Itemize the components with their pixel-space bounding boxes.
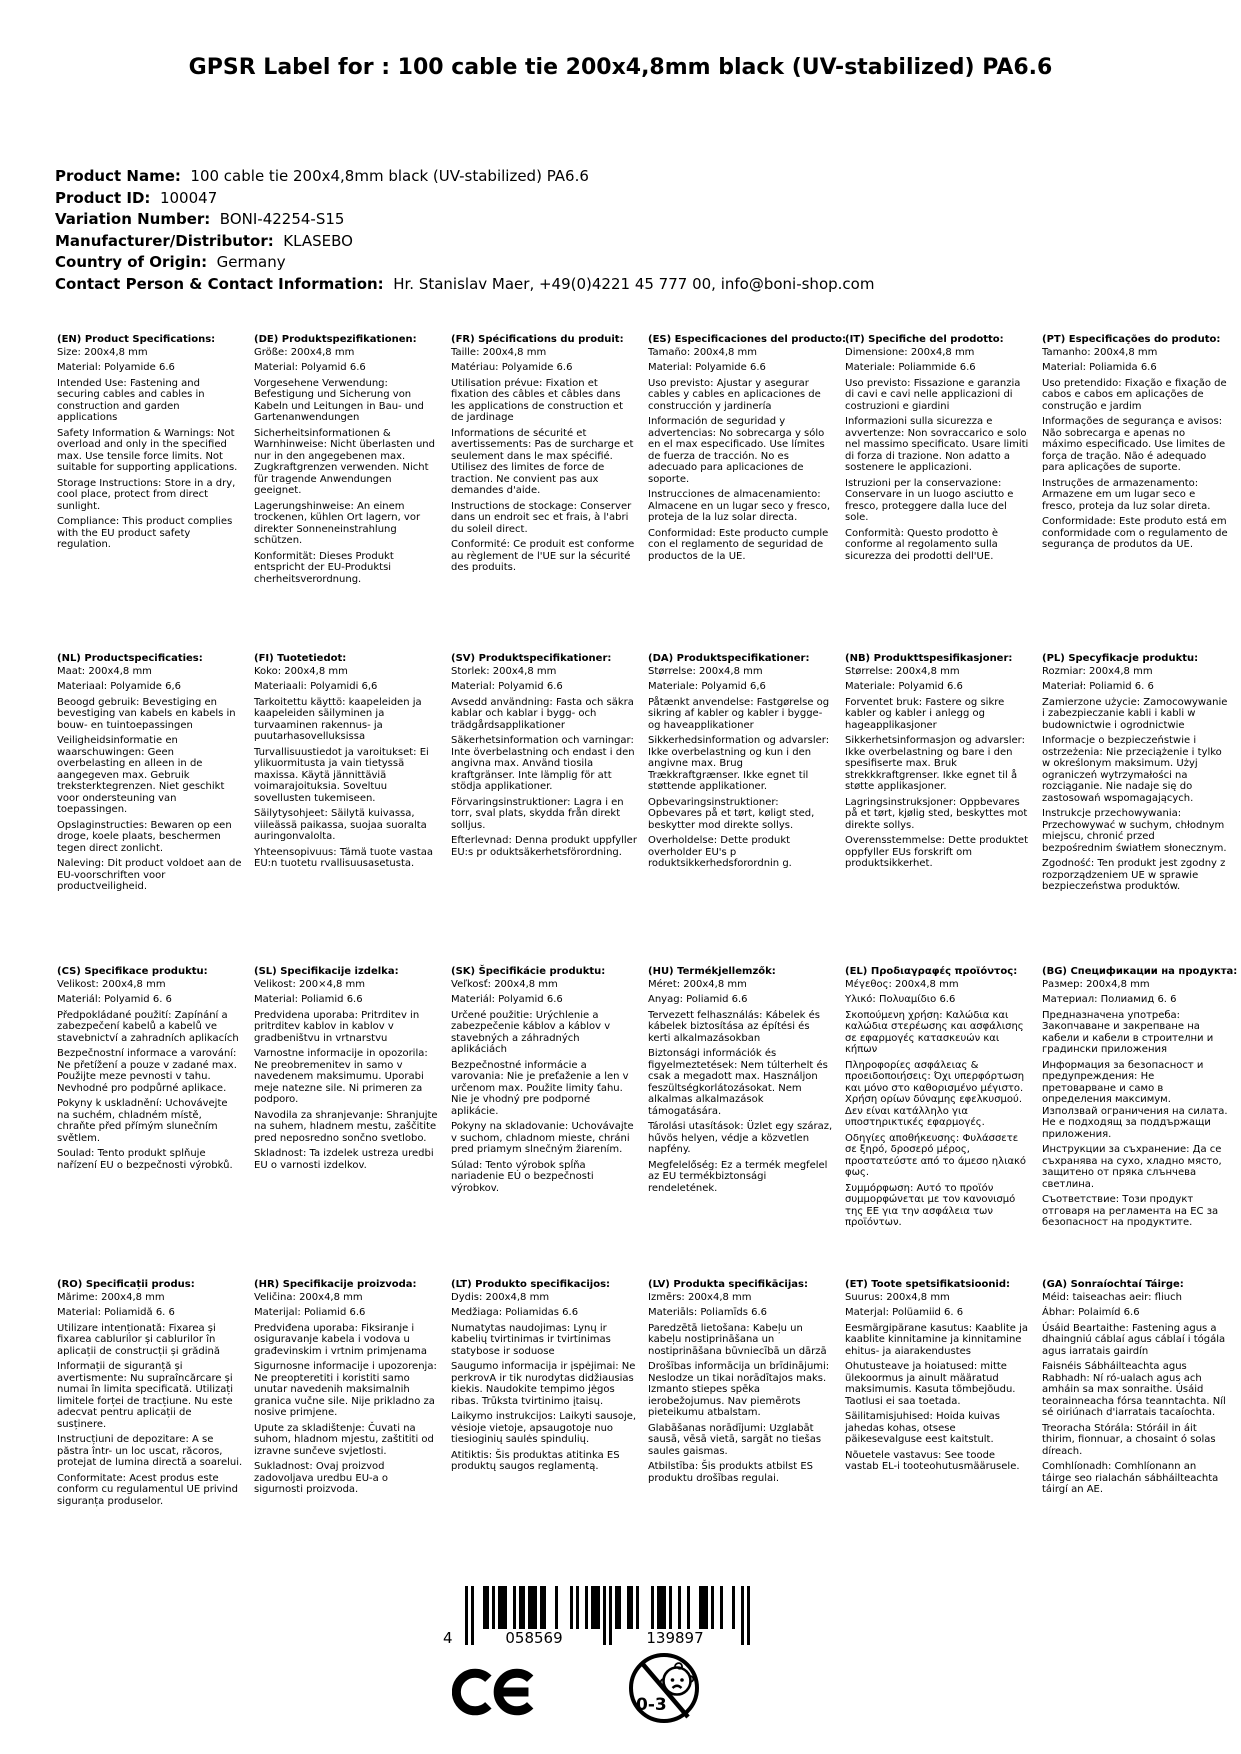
spec-block-da (648, 653, 834, 966)
spec-block-sl (254, 966, 440, 1279)
spec-paragraph: Инструкции за съхранение: Да се съхранява на сухо, хладно място, защитено от пряка слънчева светлина. (1042, 1144, 1222, 1190)
spec-paragraph: Uso previsto: Fissazione e garanzia di cavi e cavi nelle applicazioni di costruzioni e giardini (845, 377, 1021, 412)
page-title (0, 52, 1241, 84)
spec-paragraph: Predviđena uporaba: Fiksiranje i osiguravanje kabela i vodova u građevinskim i vrtnim primjenama (254, 1322, 428, 1357)
spec-paragraph: Materjal: Polüamiid 6. 6 (845, 1307, 964, 1318)
spec-heading: (RO) Specificații produs: (57, 1279, 195, 1290)
spec-paragraph: Treoracha Stórála: Stóráil in áit thirim, fionnuar, a chosaint ó solas díreach. (1042, 1422, 1216, 1457)
spec-paragraph: Rozmiar: 200x4,8 mm (1042, 665, 1153, 677)
spec-paragraph: Súlad: Tento výrobok spĺňa nariadenie EÚ o bezpečnosti výrobkov. (451, 1159, 594, 1194)
product-info-row (55, 209, 874, 231)
spec-paragraph: Určené použitie: Urýchlenie a zabezpečenie káblov a káblov v stavebných a záhradných aplikáciách (451, 1009, 611, 1055)
ean-barcode (441, 1586, 751, 1652)
spec-paragraph: Förvaringsinstruktioner: Lagra i en torr, sval plats, skydda från direkt solljus. (451, 796, 624, 831)
spec-paragraph: Conformità: Questo prodotto è conforme al regolamento sulla sicurezza dei prodotti dell'UE. (845, 527, 999, 562)
spec-heading: (PT) Especificações do produto: (1042, 334, 1221, 345)
spec-paragraph: Maat: 200x4,8 mm (57, 665, 152, 677)
product-info-row (55, 166, 874, 188)
spec-paragraph: Uso pretendido: Fixação e fixação de cabos e cabos em aplicações de construção e jardim (1042, 377, 1227, 412)
spec-paragraph: Material: Poliamida 6.6 (1042, 362, 1157, 373)
spec-paragraph: Efterlevnad: Denna produkt uppfyller EU:s pr oduktsäkerhetsförordning. (451, 835, 637, 858)
spec-paragraph: Material: Poliamid 6.6 (254, 994, 363, 1005)
spec-paragraph: Materijal: Poliamid 6.6 (254, 1307, 366, 1318)
product-info-value: 100 cable tie 200x4,8mm black (UV-stabilized) PA6.6 (180, 167, 589, 185)
spec-block-sk (451, 966, 637, 1279)
spec-heading: (NL) Productspecificaties: (57, 653, 203, 664)
spec-paragraph: Påtænkt anvendelse: Fastgørelse og sikring af kabler og kabler i bygge- og haveapplikationer (648, 696, 830, 731)
spec-paragraph: Yhteensopivuus: Tämä tuote vastaa EU:n tuotetu rvallisuusasetusta. (254, 846, 433, 869)
spec-paragraph: Laikymo instrukcijos: Laikyti sausoje, vėsioje vietoje, apsaugotoje nuo tiesioginių saulės spindulių. (451, 1411, 637, 1445)
spec-paragraph: Material: Poliamidă 6. 6 (57, 1307, 175, 1318)
spec-paragraph: Opslaginstructies: Bewaren op een droge, koele plaats, beschermen tegen direct zonlicht. (57, 819, 232, 854)
spec-paragraph: Material: Polyamid 6.6 (451, 681, 563, 692)
spec-block-fi (254, 653, 440, 966)
spec-heading: (GA) Sonraíochtaí Táirge: (1042, 1279, 1184, 1290)
barcode-digits-left: 058569 (505, 1629, 563, 1647)
product-info-value: Germany (207, 253, 286, 271)
page-title-text: GPSR Label for : 100 cable tie 200x4,8mm black (UV-stabilized) PA6.6 (188, 55, 1053, 80)
spec-paragraph: Οδηγίες αποθήκευσης: Φυλάσσετε σε ξηρό, δροσερό μέρος, προστατεύστε από το άμεσο ηλιακό φως. (845, 1132, 1027, 1178)
product-info-label: Contact Person & Contact Information: (55, 274, 384, 293)
spec-block-cs (57, 966, 243, 1279)
spec-paragraph: Material: Polyamide 6.6 (57, 362, 175, 373)
spec-paragraph: Zgodność: Ten produkt jest zgodny z rozporządzeniem UE w sprawie bezpieczeństwa produktów. (1042, 858, 1226, 892)
spec-paragraph: Lagerungshinweise: An einem trockenen, kühlen Ort lagern, vor direkter Sonneneinstrahlung schützen. (254, 500, 421, 546)
spec-block-pl (1042, 653, 1228, 966)
spec-paragraph: Megfelelőség: Ez a termék megfelel az EU termékbiztonsági rendeletének. (648, 1159, 828, 1194)
spec-heading: (LT) Produkto specifikacijos: (451, 1279, 611, 1290)
spec-paragraph: Größe: 200x4,8 mm (254, 346, 355, 358)
spec-paragraph: Suurus: 200x4,8 mm (845, 1291, 950, 1303)
spec-paragraph: Instrucciones de almacenamiento: Almacene en un lugar seco y fresco, proteja de la luz solar directa. (648, 489, 831, 523)
spec-block-ro (57, 1279, 243, 1511)
spec-paragraph: Bezpečnostné informácie a varovania: Nie je preťaženie a len v určenom max. Použite limity ťahu. Nie je vhodný pre podporné aplikácie. (451, 1059, 629, 1117)
spec-paragraph: Veiligheidsinformatie en waarschuwingen: Geen overbelasting en alleen in de aangegeven max. Gebruik treksterktegrenzen. Niet geschikt voor ondersteuning van toepassingen. (57, 735, 225, 815)
spec-paragraph: Mărime: 200x4,8 mm (57, 1291, 165, 1303)
spec-paragraph: Úsáid Beartaithe: Fastening agus a dhaingniú cáblaí agus cáblaí i tógála agus iarratais gairdín (1042, 1322, 1226, 1357)
spec-paragraph: Paredzētā lietošana: Kabeļu un kabeļu nostiprināšana un nostiprināšana būvniecībā un dārzā (648, 1322, 827, 1357)
product-info-value: BONI-42254-S15 (210, 210, 345, 228)
spec-paragraph: Conformité: Ce produit est conforme au règlement de l'UE sur la sécurité des produits. (451, 539, 635, 573)
spec-block-fr (451, 334, 637, 653)
spec-paragraph: Предназначена употреба: Закопчаване и закрепване на кабели и кабели в строителни и градински приложения (1042, 1009, 1214, 1055)
spec-paragraph: Съответствие: Този продукт отговаря на регламента на ЕС за безопасност на продуктите. (1042, 1194, 1219, 1228)
spec-paragraph: Overholdelse: Dette produkt overholder EU's p roduktsikkerhedsforordnin g. (648, 835, 792, 869)
spec-paragraph: Naleving: Dit product voldoet aan de EU-voorschriften voor productveiligheid. (57, 858, 242, 892)
age-warning-0-3-icon (626, 1650, 702, 1726)
spec-paragraph: Intended Use: Fastening and securing cables and cables in construction and garden applications (57, 377, 205, 423)
spec-heading: (BG) Спецификации на продукта: (1042, 966, 1238, 977)
spec-paragraph: Материал: Полиамид 6. 6 (1042, 994, 1177, 1005)
spec-paragraph: Taille: 200x4,8 mm (451, 346, 547, 358)
spec-paragraph: Bezpečnostní informace a varování: Ne přetížení a pouze v zadané max. Použijte meze pevnosti v tahu. Nevhodné pro podpůrné aplikace. (57, 1048, 237, 1094)
spec-paragraph: Koko: 200x4,8 mm (254, 665, 348, 677)
spec-heading: (ET) Toote spetsifikatsioonid: (845, 1279, 1011, 1290)
spec-paragraph: Informations de sécurité et avertissements: Pas de surcharge et seulement dans le max spécifié. Utilisez des limites de force de traction. Ne convient pas aux demandes d'aide. (451, 427, 634, 496)
spec-paragraph: Säilitamisjuhised: Hoida kuivas jahedas kohas, otsese päikesevalguse eest kaitstult. (845, 1411, 1001, 1445)
spec-block-de (254, 334, 440, 653)
spec-paragraph: Numatytas naudojimas: Lynų ir kabelių tvirtinimas ir tvirtinimas statybose ir soduose (451, 1322, 611, 1357)
spec-paragraph: Pokyny k uskladnění: Uchovávejte na suchém, chladném místě, chraňte před přímým slunečním světlem. (57, 1098, 228, 1144)
spec-heading: (LV) Produkta specifikācijas: (648, 1279, 808, 1290)
spec-paragraph: Velikost: 200×4,8 mm (254, 978, 366, 990)
spec-paragraph: Ohutusteave ja hoiatused: mitte ülekoormus ja ainult määratud maksimumis. Kasuta tõmbejõudu. Taotlusi ei saa toetada. (845, 1361, 1016, 1407)
spec-paragraph: Sigurnosne informacije i upozorenja: Ne preopteretiti i koristiti samo unutar navedenih maksimalnih granica vučne sile. Nije prikladno za nosive primjene. (254, 1361, 437, 1418)
spec-paragraph: Säkerhetsinformation och varningar: Inte överbelastning och endast i den angivna max. Använd tiosila kraftgränser. Inte lämplig för att stödja applikationer. (451, 735, 635, 792)
spec-block-it (845, 334, 1031, 653)
spec-heading: (SL) Specifikacije izdelka: (254, 966, 399, 977)
product-info-label: Product Name: (55, 167, 181, 185)
spec-paragraph: Størrelse: 200x4,8 mm (845, 665, 960, 677)
spec-paragraph: Navodila za shranjevanje: Shranjujte na suhem, hladnem mestu, zaščitite pred neposredno sončno svetlobo. (254, 1109, 438, 1144)
spec-paragraph: Beoogd gebruik: Bevestiging en bevestiging van kabels en kabels in bouw- en tuintoepassingen (57, 696, 236, 731)
spec-heading: (FI) Tuotetiedot: (254, 653, 347, 664)
product-info-label: Product ID: (55, 188, 151, 207)
spec-block-es (648, 334, 847, 653)
spec-paragraph: Opbevaringsinstruktioner: Opbevares på et tørt, køligt sted, beskytter mod direkte sollys. (648, 796, 815, 831)
product-info-section (55, 166, 874, 295)
product-info-label: Variation Number: (55, 210, 211, 228)
spec-block-bg (1042, 966, 1238, 1279)
spec-heading: (HR) Specifikacije proizvoda: (254, 1279, 417, 1290)
spec-block-el (845, 966, 1031, 1279)
product-info-value: Hr. Stanislav Maer, +49(0)4221 45 777 00, info@boni-shop.com (383, 274, 875, 293)
spec-paragraph: Zamierzone użycie: Zamocowywanie i zabezpieczanie kabli i kabli w budownictwie i ogrodnictwie (1042, 696, 1228, 731)
spec-paragraph: Materiál: Polyamid 6.6 (451, 994, 563, 1005)
spec-paragraph: Izmērs: 200x4,8 mm (648, 1291, 752, 1303)
spec-block-ga (1042, 1279, 1228, 1511)
spec-paragraph: Lagringsinstruksjoner: Oppbevares på et tørt, kjølig sted, beskyttes mot direkte sollys. (845, 796, 1028, 831)
spec-paragraph: Materiál: Polyamid 6. 6 (57, 994, 172, 1005)
spec-paragraph: Předpokládané použití: Zapínání a zabezpečení kabelů a kabelů ve stavebnictví a zahradních aplikacích (57, 1009, 239, 1044)
spec-heading: (NB) Produkttspesifikasjoner: (845, 653, 1013, 664)
spec-block-nl (57, 653, 243, 966)
spec-paragraph: Materiaal: Polyamide 6,6 (57, 681, 182, 692)
spec-paragraph: Biztonsági információk és figyelmeztetések: Nem túlterhelt és csak a megadott max. Használjon feszültségkorlátozásokat. Nem alkalmas alkalmazások támogatására. (648, 1048, 828, 1117)
spec-paragraph: Soulad: Tento produkt splňuje nařízení EU o bezpečnosti výrobků. (57, 1148, 233, 1171)
spec-paragraph: Dimensione: 200x4,8 mm (845, 346, 975, 358)
spec-paragraph: Utilizare intenționată: Fixarea și fixarea cablurilor și cablurilor în aplicații de construcții și grădină (57, 1322, 221, 1357)
spec-block-pt (1042, 334, 1228, 653)
spec-block-lt (451, 1279, 637, 1511)
spec-paragraph: Sikkerhedsinformation og advarsler: Ikke overbelastning og kun i den angivne max. Brug Trækkraftgrænser. Ikke egnet til støttende applikationer. (648, 735, 830, 792)
spec-paragraph: Compliance: This product complies with the EU product safety regulation. (57, 516, 233, 550)
spec-paragraph: Upute za skladištenje: Čuvati na suhom, hladnom mjestu, zaštititi od izravne sunčeve svjetlosti. (254, 1422, 434, 1457)
spec-paragraph: Predvidena uporaba: Pritrditev in pritrditev kablov in kablov v gradbeništvu in vrtnarstvu (254, 1009, 420, 1044)
spec-block-en (57, 334, 243, 653)
spec-paragraph: Informazioni sulla sicurezza e avvertenze: Non sovraccarico e solo nel massimo specificato. Usare limiti di forza di trazione. Non adatto a sostenere le applicazioni. (845, 416, 1029, 473)
spec-heading: (DA) Produktspecifikationer: (648, 653, 810, 664)
spec-paragraph: Conformidad: Este producto cumple con el reglamento de seguridad de productos de la UE. (648, 527, 829, 562)
spec-paragraph: Atitiktis: Šis produktas atitinka ES produktų saugos reglamentą. (451, 1449, 620, 1472)
product-info-value: 100047 (150, 188, 218, 207)
spec-paragraph: Säilytysohjeet: Säilytä kuivassa, viileässä paikassa, suojaa suoralta auringonvalolta. (254, 808, 427, 842)
spec-paragraph: Safety Information & Warnings: Not overload and only in the specified max. Use tensile force limits. Not suitable for supporting applications. (57, 427, 238, 473)
spec-paragraph: Drošības informācija un brīdinājumi: Neslodze un tikai norādītajos maks. Izmanto stiepes spēka ierobežojumus. Nav piemērots pieteikumu atbalstam. (648, 1361, 830, 1418)
spec-paragraph: Materiāls: Poliamīds 6.6 (648, 1307, 768, 1318)
spec-paragraph: Conformitate: Acest produs este conform cu regulamentul UE privind siguranța produselor. (57, 1472, 238, 1507)
spec-paragraph: Medžiaga: Poliamidas 6.6 (451, 1307, 579, 1318)
spec-paragraph: Forventet bruk: Fastere og sikre kabler og kabler i anlegg og hageapplikasjoner (845, 696, 1005, 731)
spec-paragraph: Skladnost: Ta izdelek ustreza uredbi EU o varnosti izdelkov. (254, 1148, 434, 1171)
spec-paragraph: Dydis: 200x4,8 mm (451, 1291, 550, 1303)
spec-paragraph: Vorgesehene Verwendung: Befestigung und Sicherung von Kabeln und Leitungen in Bau- und Gartenanwendungen (254, 377, 424, 423)
spec-paragraph: Información de seguridad y advertencias: No sobrecarga y sólo en el max especificado. Use límites de fuerza de tracción. No es adecuado para aplicaciones de soporte. (648, 416, 825, 485)
barcode-digits-right: 139897 (646, 1629, 704, 1647)
spec-paragraph: Materiale: Polyamid 6,6 (648, 681, 766, 692)
spec-heading: (IT) Specifiche del prodotto: (845, 334, 1004, 345)
spec-paragraph: Tárolási utasítások: Üzlet egy száraz, hűvös helyen, védje a közvetlen napfény. (648, 1121, 833, 1155)
ce-mark-icon (452, 1664, 540, 1720)
spec-paragraph: Comhlíonadh: Comhlíonann an táirge seo rialachán sábháilteachta táirgí an AE. (1042, 1461, 1219, 1495)
spec-paragraph: Σκοπούμενη χρήση: Καλώδια και καλώδια στερέωσης και ασφάλισης σε εφαρμογές κατασκευών και κήπων (845, 1009, 1024, 1055)
spec-block-et (845, 1279, 1031, 1511)
spec-paragraph: Sicherheitsinformationen & Warnhinweise: Nicht überlasten und nur in den angegebenen max. Zugkraftgrenzen verwenden. Nicht für tragende Anwendungen geeignet. (254, 427, 435, 496)
spec-heading: (HU) Termékjellemzők: (648, 966, 776, 977)
spec-paragraph: Faisnéis Sábháilteachta agus Rabhadh: Ní ró-ualach agus ach amháin sa max sonraithe. Úsáid teorainneacha fórsa teanntachta. Níl sé oiriúnach d'iarratais tacaíochta. (1042, 1361, 1226, 1418)
spec-paragraph: Instrucțiuni de depozitare: A se păstra într- un loc uscat, răcoros, protejat de lumina directă a soarelui. (57, 1434, 243, 1468)
spec-paragraph: Nõuetele vastavus: See toode vastab EL-i tooteohutusmäärusele. (845, 1449, 1020, 1472)
spec-paragraph: Размер: 200x4,8 mm (1042, 978, 1150, 990)
spec-paragraph: Avsedd användning: Fasta och säkra kablar och kablar i bygg- och trädgårdsapplikationer (451, 696, 634, 731)
spec-paragraph: Instrukcje przechowywania: Przechowywać w suchym, chłodnym miejscu, chronić przed bezpośrednim światłem słonecznym. (1042, 808, 1227, 854)
spec-paragraph: Saugumo informacija ir įspėjimai: Ne perkrovA ir tik nurodytas didžiausias kiekis. Naudokite tempimo jėgos ribas. Trūksta tvirtinimo įtaisų. (451, 1361, 636, 1407)
spec-paragraph: Информация за безопасност и предупреждения: Не претоварване и само в определения максимум. Използвай ограничения на силата. Не е подходящ за поддържащи приложения. (1042, 1059, 1228, 1140)
spec-paragraph: Μέγεθος: 200x4,8 mm (845, 978, 959, 990)
spec-paragraph: Conformidade: Este produto está em conformidade com o regulamento de segurança de produtos da UE. (1042, 516, 1228, 550)
spec-paragraph: Informații de siguranță și avertismente: Nu supraîncărcare și numai în limita specificată. Utilizați limitele forței de tracțiune. Nu este adecvat pentru aplicații de susținere. (57, 1361, 234, 1430)
product-info-row (55, 188, 874, 210)
spec-paragraph: Sikkerhetsinformasjon og advarsler: Ikke overbelastning og bare i den spesifiserte max. Bruk strekkkraftgrenser. Ikke egnet til å støtte applikasjoner. (845, 735, 1025, 792)
spec-paragraph: Ábhar: Polaimíd 6.6 (1042, 1307, 1140, 1318)
spec-paragraph: Storage Instructions: Store in a dry, cool place, protect from direct sunlight. (57, 477, 236, 512)
spec-paragraph: Συμμόρφωση: Αυτό το προϊόν συμμορφώνεται με τον κανονισμό της ΕΕ για την ασφάλεια των προϊόντων. (845, 1182, 1016, 1228)
spec-paragraph: Υλικό: Πολυαμίδιο 6.6 (845, 994, 956, 1005)
spec-heading: (EL) Προδιαγραφές προϊόντος: (845, 966, 1018, 977)
spec-paragraph: Utilisation prévue: Fixation et fixation des câbles et câbles dans les applications de construction et de jardinage (451, 377, 623, 423)
spec-paragraph: Atbilstība: Šis produkts atbilst ES produktu drošības regulai. (648, 1461, 814, 1484)
spec-paragraph: Storlek: 200x4,8 mm (451, 665, 557, 677)
product-info-row (55, 274, 874, 296)
spec-paragraph: Informações de segurança e avisos: Não sobrecarga e apenas no máximo especificado. Use limites de força de tração. Não é adequado para aplicações de suporte. (1042, 416, 1226, 473)
spec-paragraph: Velikost: 200x4,8 mm (57, 978, 166, 990)
spec-block-hr (254, 1279, 440, 1511)
spec-paragraph: Pokyny na skladovanie: Uchovávajte v suchom, chladnom mieste, chráni pred priamym slnečným žiarením. (451, 1121, 634, 1155)
product-info-label: Country of Origin: (55, 253, 208, 271)
spec-paragraph: Informacje o bezpieczeństwie i ostrzeżenia: Nie przeciążenie i tylko w określonym maksimum. Użyj ograniczeń wytrzymałości na rozciąganie. Nie nadaje się do zastosowań wspomagających. (1042, 735, 1222, 804)
spec-paragraph: Tamanho: 200x4,8 mm (1042, 346, 1158, 358)
spec-heading: (ES) Especificaciones del producto: (648, 334, 847, 345)
spec-paragraph: Πληροφορίες ασφάλειας & προειδοποιήσεις: Όχι υπερφόρτωση και μόνο στο καθορισμένο μέγιστο. Χρήση ορίων δύναμης εφελκυσμού. Δεν είναι κατάλληλο για υποστηρικτικές εφαρμογές. (845, 1059, 1025, 1128)
spec-paragraph: Istruzioni per la conservazione: Conservare in un luogo asciutto e fresco, proteggere dalla luce del sole. (845, 477, 1014, 523)
spec-paragraph: Tamaño: 200x4,8 mm (648, 346, 758, 358)
spec-block-nb (845, 653, 1031, 966)
spec-paragraph: Méret: 200x4,8 mm (648, 978, 747, 990)
spec-heading: (FR) Spécifications du produit: (451, 334, 624, 345)
spec-paragraph: Veľkosť: 200x4,8 mm (451, 978, 558, 990)
spec-paragraph: Overensstemmelse: Dette produktet oppfyller EUs forskrift om produktsikkerhet. (845, 835, 1028, 869)
spec-block-lv (648, 1279, 834, 1511)
spec-paragraph: Size: 200x4,8 mm (57, 346, 148, 358)
spec-block-hu (648, 966, 834, 1279)
spec-heading: (EN) Product Specifications: (57, 334, 216, 345)
spec-paragraph: Størrelse: 200x4,8 mm (648, 665, 763, 677)
product-info-value: KLASEBO (273, 231, 353, 250)
spec-paragraph: Tervezett felhasználás: Kábelek és kábelek biztosítása az építési és kerti alkalmazásokban (648, 1009, 820, 1044)
barcode-digit-prefix: 4 (443, 1629, 453, 1647)
spec-paragraph: Instructions de stockage: Conserver dans un endroit sec et frais, à l'abri du soleil direct. (451, 500, 632, 535)
spec-paragraph: Uso previsto: Ajustar y asegurar cables y cables en aplicaciones de construcción y jardinería (648, 377, 821, 412)
product-info-row (55, 252, 874, 274)
spec-paragraph: Anyag: Poliamid 6.6 (648, 994, 748, 1005)
spec-heading: (PL) Specyfikacje produktu: (1042, 653, 1199, 664)
age-range-label: 0-3 (636, 1695, 667, 1715)
spec-paragraph: Méid: taiseachas aeir: fliuch (1042, 1291, 1182, 1303)
spec-heading: (SK) Špecifikácie produktu: (451, 966, 606, 977)
baby-face (664, 1668, 691, 1695)
spec-paragraph: Turvallisuustiedot ja varoitukset: Ei ylikuormitusta ja vain tietyssä maxissa. Käytä jännittäviä voimarajoituksia. Soveltuu sovellusten tukemiseen. (254, 746, 429, 804)
spec-paragraph: Eesmärgipärane kasutus: Kaablite ja kaablite kinnitamine ja kinnitamine ehitus- ja aiarakendustes (845, 1322, 1029, 1357)
spec-paragraph: Materiale: Poliammide 6.6 (845, 362, 976, 373)
spec-paragraph: Matériau: Polyamide 6.6 (451, 362, 573, 373)
spec-heading: (SV) Produktspecifikationer: (451, 653, 612, 664)
product-info-row (55, 231, 874, 253)
spec-paragraph: Material: Polyamide 6.6 (648, 362, 766, 373)
spec-paragraph: Instruções de armazenamento: Armazene em um lugar seco e fresco, proteja da luz solar direta. (1042, 477, 1211, 512)
spec-paragraph: Varnostne informacije in opozorila: Ne preobremenitev in samo v navedenem maksimumu. Uporabi meje natezne sile. Ni primeren za podporo. (254, 1048, 428, 1105)
product-info-label: Manufacturer/Distributor: (55, 231, 274, 250)
spec-grid (57, 334, 1239, 1511)
spec-heading: (DE) Produktspezifikationen: (254, 334, 417, 345)
spec-heading: (CS) Specifikace produktu: (57, 966, 208, 977)
spec-paragraph: Materiale: Polyamid 6.6 (845, 681, 963, 692)
spec-paragraph: Glabāšanas norādījumi: Uzglabāt sausā, vēsā vietā, sargāt no tiešas saules gaismas. (648, 1422, 822, 1457)
spec-block-sv (451, 653, 637, 966)
spec-paragraph: Materiaali: Polyamidi 6,6 (254, 681, 378, 692)
spec-paragraph: Veličina: 200x4,8 mm (254, 1291, 363, 1303)
spec-paragraph: Sukladnost: Ovaj proizvod zadovoljava uredbu EU-a o sigurnosti proizvoda. (254, 1461, 389, 1495)
spec-paragraph: Tarkoitettu käyttö: kaapeleiden ja kaapeleiden säilyminen ja turvaaminen rakennus- ja puutarhasovelluksissa (254, 696, 422, 742)
spec-paragraph: Material: Polyamid 6.6 (254, 362, 366, 373)
spec-paragraph: Konformität: Dieses Produkt entspricht der EU-Produktsi cherheitsverordnung. (254, 550, 394, 585)
spec-paragraph: Materiał: Poliamid 6. 6 (1042, 681, 1154, 692)
